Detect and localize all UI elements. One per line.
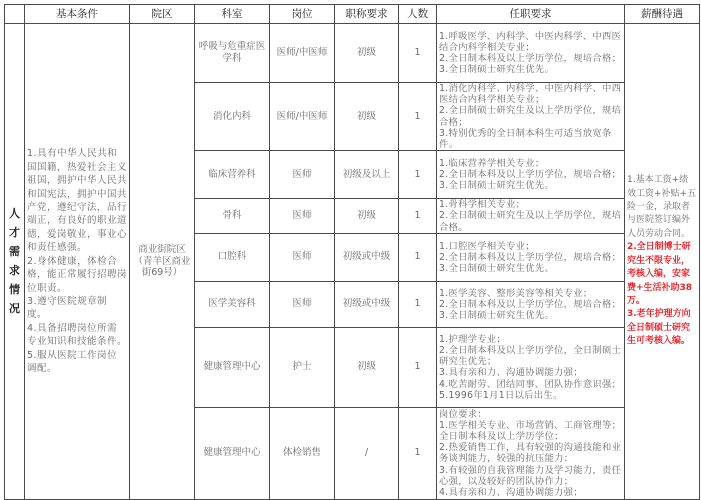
header-basic-conditions: 基本条件	[25, 5, 130, 24]
title-requirement-cell: 初级或中级	[335, 281, 399, 327]
title-requirement-cell: /	[335, 407, 399, 499]
requirements-cell	[437, 83, 625, 151]
title-requirement-cell: 初级	[335, 83, 399, 151]
requirement-item: 3.全日制硕士研究生优先。	[439, 262, 555, 274]
title-requirement-cell: 初级	[335, 327, 399, 407]
header-department: 科室	[195, 5, 270, 24]
count-cell: 1	[399, 281, 437, 327]
salary-item-geriatric-highlight: 3.老年护理方向全日制硕士研究生可考核入编。	[627, 309, 691, 347]
basic-condition-item: 3.遵守医院规章制度。	[27, 295, 108, 321]
requirement-item: 1.呼吸医学、内科学、中医内科学、中西医结合内科学相关专业；	[439, 30, 622, 53]
title-requirement-cell: 初级及以上	[335, 151, 399, 199]
requirement-item: 4.具有亲和力、沟通协调能力强；	[439, 486, 583, 498]
requirement-item: 5.1996年1月1日以后出生。	[439, 389, 563, 401]
basic-conditions-cell	[25, 24, 130, 500]
position-cell: 护士	[270, 327, 335, 407]
position-cell: 医师/中医师	[270, 24, 335, 83]
requirement-item: 4.吃苦耐劳、团结同事、团队协作意识强；	[439, 378, 622, 390]
side-char: 才	[9, 226, 20, 240]
count-cell: 1	[399, 327, 437, 407]
requirement-item: 岗位要求：	[439, 408, 487, 420]
requirement-item: 2.全日制本科及以上学历学位，规培合格；	[439, 53, 622, 64]
requirement-item: 2.全日制硕士研究生及以上学历学位，规培合格；	[439, 105, 622, 128]
side-char: 人	[9, 207, 20, 221]
requirement-item: 2.全日制本科及以上学历学位，规培合格；	[439, 169, 622, 181]
position-cell: 医师/中医师	[270, 83, 335, 151]
header-title-requirement: 职称要求	[335, 5, 399, 24]
requirement-item: 2.热爱销售工作，具有较强的沟通技能和业务谈判能力，较强的抗压能力；	[439, 442, 622, 465]
salary-item-basic: 1.基本工资+绩效工资+补贴+五险一金，录取者与医院签订编外人员劳动合同。	[627, 175, 697, 239]
department-cell: 健康管理中心	[195, 327, 270, 407]
requirements-cell	[437, 327, 625, 407]
recruitment-table	[4, 4, 700, 500]
requirements-cell	[437, 407, 625, 499]
side-char: 需	[9, 245, 20, 259]
header-count: 人数	[399, 5, 437, 24]
requirements-cell	[437, 24, 625, 83]
title-requirement-cell: 初级或中级	[335, 233, 399, 281]
department-cell: 医学美容科	[195, 281, 270, 327]
count-cell: 1	[399, 151, 437, 199]
salary-cell	[625, 24, 700, 500]
count-cell: 1	[399, 407, 437, 499]
requirement-item: 1.护理学专业；	[439, 333, 507, 345]
basic-condition-item: 2.身体健康，体检合格，能正常履行招聘岗位职责。	[27, 255, 128, 294]
requirement-item: 3.全日制硕士研究生优先。	[439, 180, 555, 192]
count-cell: 1	[399, 83, 437, 151]
requirement-item: 2.全日制本科及以上学历学位，规培合格；	[439, 251, 622, 263]
header-row	[5, 5, 700, 24]
header-blank	[5, 5, 25, 24]
header-salary: 薪酬待遇	[625, 5, 700, 24]
count-cell: 1	[399, 24, 437, 83]
department-cell: 健康管理中心	[195, 407, 270, 499]
basic-condition-item: 5.服从医院工作岗位调配。	[27, 349, 118, 374]
department-cell: 呼吸与危重症医学科	[195, 24, 270, 83]
requirement-item: 1.医学相关专业、市场营销、工商管理等；全日制本科及以上学历学位；	[439, 419, 622, 442]
requirement-item: 1.医学美容、整形美容等相关专业；	[439, 287, 593, 299]
requirements-cell	[437, 233, 625, 281]
position-cell: 医师	[270, 199, 335, 234]
header-campus: 院区	[130, 5, 195, 24]
requirements-cell	[437, 151, 625, 199]
requirement-item: 1.骨科学相关专业；	[439, 199, 526, 211]
position-cell: 医师	[270, 151, 335, 199]
side-char: 求	[9, 264, 20, 278]
requirement-item: 1.口腔医学相关专业；	[439, 240, 535, 252]
title-requirement-cell: 初级	[335, 24, 399, 83]
requirement-item: 1.消化内科学、内科学、中医内科学、中西医结合内科学相关专业；	[439, 83, 622, 106]
requirement-item: 3.有较强的自我管理能力及学习能力，责任心强，以及较好的团队协作力；	[439, 464, 622, 487]
position-cell: 医师	[270, 233, 335, 281]
basic-condition-item: 4.具备招聘岗位所需专业知识和技能条件。	[27, 322, 128, 348]
department-cell: 消化内科	[195, 83, 270, 151]
header-job-requirements: 任职要求	[437, 5, 625, 24]
department-cell: 骨科	[195, 199, 270, 234]
requirement-item: 2.全日制本科及以上学历学位，规培合格；	[439, 298, 622, 310]
department-cell: 临床营养科	[195, 151, 270, 199]
position-cell: 医师	[270, 281, 335, 327]
basic-condition-item: 1.具有中华人民共和国国籍，热爱社会主义祖国，拥护中华人民共和国宪法，拥护中国共产党，遵纪守法，品行端正，有良好的职业道德，爱岗敬业，事业心和责任感强。	[27, 148, 128, 254]
position-cell: 体检销售	[270, 407, 335, 499]
requirement-item: 3.具有亲和力、沟通协调能力强；	[439, 367, 583, 379]
header-position: 岗位	[270, 5, 335, 24]
count-cell: 1	[399, 199, 437, 234]
requirement-item: 2.全日制硕士研究生及以上学历学位，规培合格。	[439, 210, 622, 233]
side-label	[5, 24, 25, 500]
count-cell: 1	[399, 233, 437, 281]
requirements-cell	[437, 199, 625, 234]
requirements-cell	[437, 281, 625, 327]
requirement-item: 3.全日制硕士研究生优先。	[439, 309, 555, 321]
salary-item-phd-highlight: 2.全日制博士研究生不限专业，考核入编，安家费+生活补助38万。	[627, 242, 693, 306]
side-char: 情	[9, 283, 20, 297]
table-row	[5, 24, 700, 83]
requirement-item: 3.全日制硕士研究生优先。	[439, 64, 555, 76]
requirement-item: 1.临床营养学相关专业；	[439, 157, 545, 169]
title-requirement-cell: 初级	[335, 199, 399, 234]
requirement-item: 2.全日制本科及以上学历学位，全日制硕士研究生优先；	[439, 344, 622, 368]
campus-cell: 商业街院区（青羊区商业街69号）	[130, 24, 195, 500]
side-char: 况	[9, 302, 20, 316]
department-cell: 口腔科	[195, 233, 270, 281]
requirement-item: 3.特别优秀的全日制本科生可适当放宽条件。	[439, 127, 612, 151]
